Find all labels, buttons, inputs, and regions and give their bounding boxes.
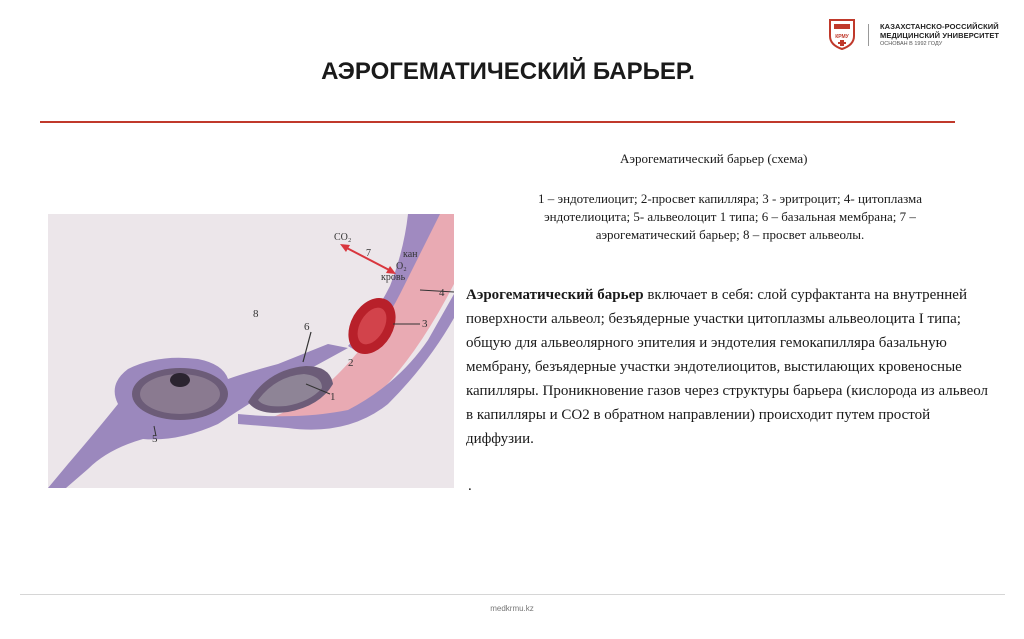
- emblem-text: КРМУ: [835, 34, 849, 40]
- trailing-dot: .: [468, 478, 472, 494]
- label-o2: O₂: [396, 261, 407, 272]
- logo-founded: ОСНОВАН В 1992 ГОДУ: [880, 41, 943, 47]
- logo-university-name-line1: КАЗАХСТАНСКО-РОССИЙСКИЙ: [880, 22, 999, 31]
- label-6: 6: [304, 321, 310, 333]
- legend-line-3: аэрогематический барьер; 8 – просвет альвеолы.: [595, 227, 865, 242]
- legend-line-1: 1 – эндотелиоцит; 2-просвет капилляра; 3 - эритроцит; 4- цитоплазма: [538, 191, 922, 206]
- label-7: 7: [366, 248, 371, 259]
- page-title-text: АЭРОГЕМАТИЧЕСКИЙ БАРЬЕР.: [321, 58, 695, 85]
- figure-legend: [490, 190, 970, 244]
- legend-line-2: эндотелиоцита; 5- альвеолоцит 1 типа; 6 – базальная мембрана; 7 –: [544, 209, 916, 224]
- barrier-scheme-figure: [48, 214, 454, 488]
- figure-caption-title: Аэрогематический барьер (схема): [620, 151, 808, 166]
- description-lead: Аэрогематический барьер: [466, 287, 644, 303]
- logo-university-name-line2: МЕДИЦИНСКИЙ УНИВЕРСИТЕТ: [880, 31, 1000, 40]
- university-logo: [828, 18, 1008, 52]
- label-co2: CO₂: [334, 232, 352, 243]
- footer-site: medkrmu.kz: [490, 604, 534, 613]
- label-3: 3: [422, 318, 428, 330]
- label-5: 5: [152, 433, 158, 445]
- university-emblem-icon: [828, 18, 856, 50]
- label-krov: кровь: [381, 272, 406, 283]
- description-text: включает в себя: слой сурфактанта на внутренней поверхности альвеол; безъядерные участки цитоплазмы альвеолоцита I типа; общую для альвеолярного эпителия и эндотелия гемокапилляра базальную мембрану, безъядерные участки эндотелиоцитов, выстилающих кровеносные капилляры. Проникновение газов через структуры барьера (кислорода из альвеол в капилляры и СО2 в обратном направлении) происходит путем простой диффузии.: [466, 287, 989, 447]
- label-2: 2: [348, 357, 354, 369]
- description-paragraph: [466, 283, 996, 451]
- label-1: 1: [330, 391, 336, 403]
- page-title: [0, 58, 1024, 86]
- label-8: 8: [253, 308, 259, 320]
- footer-divider: [20, 594, 1005, 595]
- label-4: 4: [439, 287, 445, 299]
- logo-divider: [868, 24, 869, 46]
- title-divider: [40, 121, 955, 123]
- label-kan: кан: [403, 249, 418, 260]
